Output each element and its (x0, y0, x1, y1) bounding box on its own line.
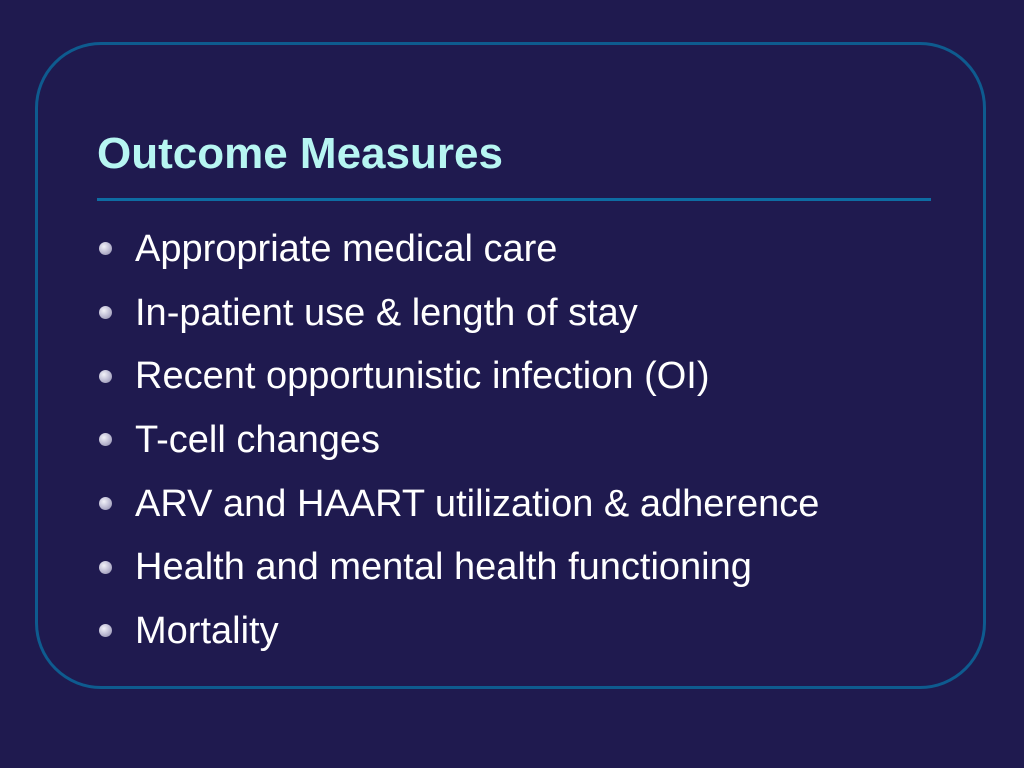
bullet-list (99, 217, 819, 663)
bullet-text: Health and mental health functioning (135, 546, 752, 589)
bullet-dot-icon (99, 370, 112, 383)
bullet-item-mortality (99, 599, 819, 663)
bullet-item-appropriate-medical-care (99, 217, 819, 281)
bullet-dot-icon (99, 306, 112, 319)
bullet-dot-icon (99, 242, 112, 255)
bullet-text: Mortality (135, 609, 279, 652)
bullet-item-arv-haart (99, 472, 819, 536)
bullet-item-health-functioning (99, 535, 819, 599)
bullet-item-in-patient-use (99, 281, 819, 345)
bullet-dot-icon (99, 497, 112, 510)
bullet-text: ARV and HAART utilization & adherence (135, 482, 820, 525)
title-divider (97, 198, 931, 201)
bullet-dot-icon (99, 433, 112, 446)
bullet-item-t-cell-changes (99, 408, 819, 472)
bullet-dot-icon (99, 624, 112, 637)
bullet-text: In-patient use & length of stay (135, 291, 638, 334)
bullet-text: Appropriate medical care (135, 227, 558, 270)
bullet-text: T-cell changes (135, 418, 381, 461)
bullet-dot-icon (99, 561, 112, 574)
bullet-text: Recent opportunistic infection (OI) (135, 355, 710, 398)
bullet-item-recent-oi (99, 344, 819, 408)
slide-title: Outcome Measures (97, 129, 503, 178)
